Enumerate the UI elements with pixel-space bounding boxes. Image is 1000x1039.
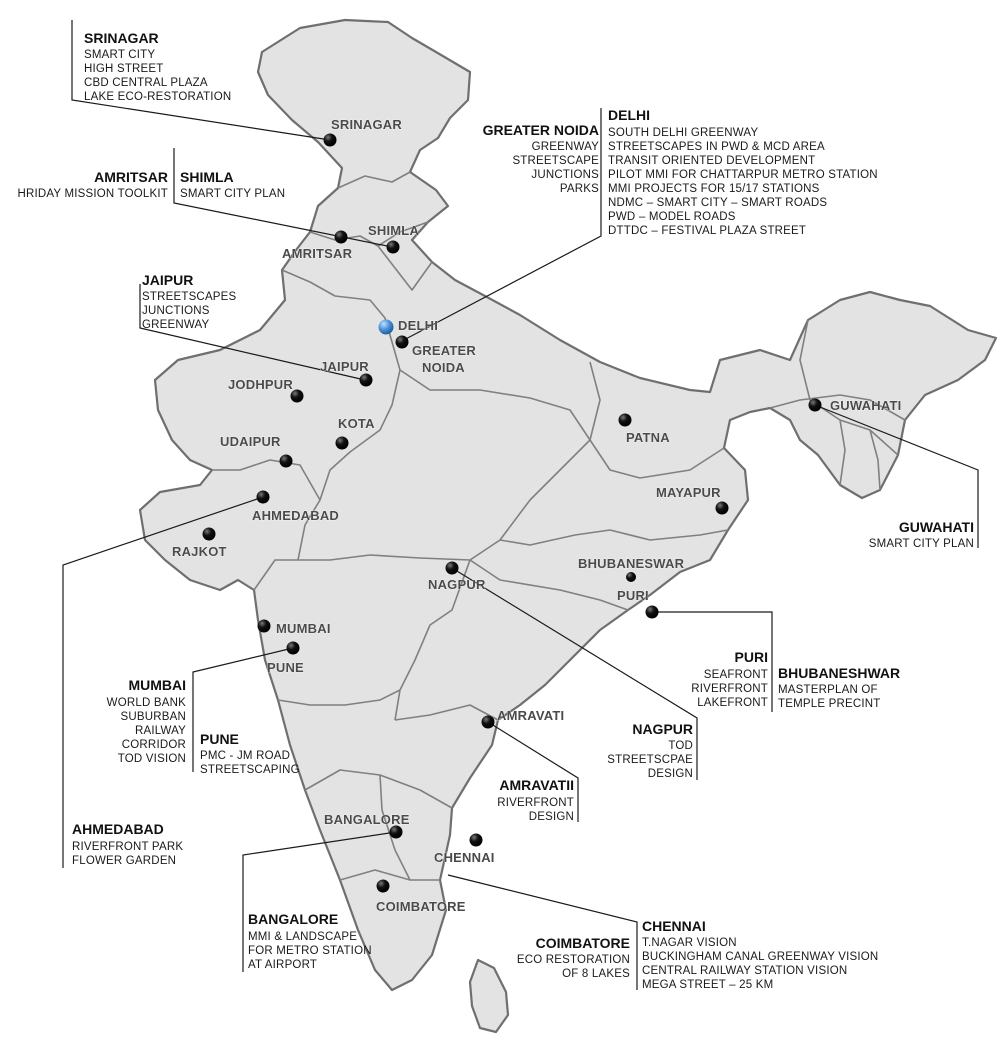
note-line: PARKS: [559, 183, 599, 195]
note-line: PMC - JM ROAD: [200, 750, 291, 762]
map-label-greater-noida-1: GREATER: [412, 343, 476, 358]
note-title-greater-noida: GREATER NOIDA: [482, 122, 599, 138]
note-line: FOR METRO STATION: [248, 945, 372, 957]
note-line: DTTDC – FESTIVAL PLAZA STREET: [608, 225, 807, 237]
note-line: STREETSCPAE: [607, 754, 693, 766]
marker-delhi: [379, 320, 394, 335]
map-label-amritsar: AMRITSAR: [282, 246, 353, 261]
note-line: TOD VISION: [117, 753, 186, 765]
note-line: MMI & LANDSCAPE: [248, 931, 358, 943]
map-label-greater-noida-2: NOIDA: [422, 360, 465, 375]
marker-rajkot: [203, 528, 216, 541]
note-line: ECO RESTORATION: [516, 954, 630, 966]
note-title-bangalore: BANGALORE: [248, 911, 339, 927]
map-label-mumbai: MUMBAI: [276, 621, 331, 636]
note-line: CBD CENTRAL PLAZA: [84, 77, 208, 89]
marker-guwahati: [809, 399, 822, 412]
note-line: FLOWER GARDEN: [72, 855, 177, 867]
note-line: GREENWAY: [531, 141, 599, 153]
map-label-srinagar: SRINAGAR: [331, 117, 402, 132]
note-title-nagpur: NAGPUR: [632, 721, 693, 737]
marker-mumbai: [258, 620, 271, 633]
map-label-bangalore: BANGALORE: [324, 812, 410, 827]
note-line: PILOT MMI FOR CHATTARPUR METRO STATION: [608, 169, 878, 181]
note-line: LAKEFRONT: [697, 697, 768, 709]
note-line: CENTRAL RAILWAY STATION VISION: [642, 965, 848, 977]
note-mumbai: [107, 677, 186, 765]
note-title-shimla: SHIMLA: [180, 169, 234, 185]
marker-amritsar: [335, 231, 348, 244]
map-label-guwahati: GUWAHATI: [830, 398, 902, 413]
note-line: STREETSCAPE: [512, 155, 599, 167]
note-title-chennai: CHENNAI: [642, 918, 706, 934]
note-title-amravati: AMRAVATII: [499, 777, 574, 793]
note-line: MEGA STREET – 25 KM: [642, 979, 774, 991]
marker-shimla: [387, 241, 400, 254]
note-title-jaipur: JAIPUR: [142, 272, 194, 288]
note-title-delhi: DELHI: [608, 107, 650, 123]
note-jaipur: [142, 272, 237, 331]
map-label-rajkot: RAJKOT: [172, 544, 227, 559]
note-line: SMART CITY PLAN: [180, 188, 286, 200]
note-line: NDMC – SMART CITY – SMART ROADS: [608, 197, 828, 209]
marker-udaipur: [280, 455, 293, 468]
note-line: JUNCTIONS: [142, 305, 210, 317]
note-nagpur: [607, 721, 693, 780]
map-label-coimbatore: COIMBATORE: [376, 899, 466, 914]
note-line: TOD: [668, 740, 693, 752]
note-line: DESIGN: [528, 811, 574, 823]
note-bhubaneshwar: [778, 665, 900, 710]
map-label-jaipur: JAIPUR: [320, 359, 369, 374]
marker-jaipur: [360, 374, 373, 387]
note-line: JUNCTIONS: [531, 169, 599, 181]
note-line: TRANSIT ORIENTED DEVELOPMENT: [608, 155, 816, 167]
note-amravati: [497, 777, 574, 823]
note-line: TEMPLE PRECINT: [778, 698, 881, 710]
note-ahmedabad: [72, 821, 183, 867]
map-label-patna: PATNA: [626, 430, 670, 445]
note-line: RIVERFRONT: [497, 797, 574, 809]
note-line: AT AIRPORT: [248, 959, 318, 971]
note-greater-noida: [483, 122, 600, 195]
note-amritsar: [17, 169, 168, 200]
note-shimla: [180, 169, 285, 200]
map-label-kota: KOTA: [338, 416, 375, 431]
marker-amravati: [482, 716, 495, 729]
note-line: RIVERFRONT: [691, 683, 768, 695]
note-line: DESIGN: [647, 768, 693, 780]
map-label-udaipur: UDAIPUR: [220, 434, 281, 449]
map-label-jodhpur: JODHPUR: [228, 377, 293, 392]
note-line: SMART CITY PLAN: [868, 538, 974, 550]
note-line: GREENWAY: [142, 319, 210, 331]
marker-pune: [287, 642, 300, 655]
note-line: RAILWAY: [134, 725, 186, 737]
note-line: SMART CITY: [84, 49, 156, 61]
map-label-pune: PUNE: [267, 660, 304, 675]
note-line: HRIDAY MISSION TOOLKIT: [17, 188, 168, 200]
note-line: WORLD BANK: [106, 697, 186, 709]
note-chennai: [642, 918, 878, 991]
note-line: CORRIDOR: [121, 739, 186, 751]
note-line: LAKE ECO-RESTORATION: [84, 91, 232, 103]
note-delhi: [608, 107, 878, 237]
note-line: SUBURBAN: [120, 711, 186, 723]
note-guwahati: [869, 519, 974, 550]
note-line: STREETSCAPES: [142, 291, 237, 303]
marker-ahmedabad: [257, 491, 270, 504]
note-title-pune: PUNE: [200, 731, 239, 747]
note-line: STREETSCAPES IN PWD & MCD AREA: [608, 141, 825, 153]
marker-patna: [619, 414, 632, 427]
note-puri: [691, 649, 768, 709]
marker-bangalore: [390, 826, 403, 839]
note-line: BUCKINGHAM CANAL GREENWAY VISION: [642, 951, 879, 963]
marker-nagpur: [446, 562, 459, 575]
marker-srinagar: [324, 134, 337, 147]
note-line: STREETSCAPING: [200, 764, 300, 776]
marker-chennai: [470, 834, 483, 847]
note-title-amritsar: AMRITSAR: [94, 169, 168, 185]
note-line: T.NAGAR VISION: [642, 937, 737, 949]
note-line: PWD – MODEL ROADS: [608, 211, 736, 223]
note-title-ahmedabad: AHMEDABAD: [72, 821, 164, 837]
marker-puri: [646, 606, 659, 619]
note-srinagar: [84, 30, 231, 103]
map-label-bhubaneswar: BHUBANESWAR: [578, 556, 685, 571]
sri-lanka-landmass: [470, 960, 508, 1032]
note-title-coimbatore: COIMBATORE: [535, 935, 630, 951]
note-title-puri: PURI: [734, 649, 768, 665]
map-label-mayapur: MAYAPUR: [656, 485, 721, 500]
map-label-nagpur: NAGPUR: [428, 577, 486, 592]
note-line: HIGH STREET: [84, 63, 164, 75]
marker-coimbatore: [377, 880, 390, 893]
note-line: OF 8 LAKES: [562, 968, 630, 980]
map-label-ahmedabad: AHMEDABAD: [252, 508, 340, 523]
map-label-shimla: SHIMLA: [368, 223, 420, 238]
note-line: SEAFRONT: [703, 669, 768, 681]
note-line: MMI PROJECTS FOR 15/17 STATIONS: [608, 183, 820, 195]
note-coimbatore: [517, 935, 630, 980]
map-label-chennai: CHENNAI: [434, 850, 495, 865]
marker-greater-noida: [396, 336, 409, 349]
note-title-bhubaneshwar: BHUBANESHWAR: [778, 665, 901, 681]
note-title-mumbai: MUMBAI: [128, 677, 186, 693]
note-line: MASTERPLAN OF: [778, 684, 878, 696]
note-line: RIVERFRONT PARK: [72, 841, 184, 853]
marker-kota: [336, 437, 349, 450]
note-line: SOUTH DELHI GREENWAY: [608, 127, 759, 139]
note-bangalore: [248, 911, 372, 971]
note-pune: [200, 731, 300, 776]
map-label-puri: PURI: [617, 588, 649, 603]
note-title-guwahati: GUWAHATI: [898, 519, 974, 535]
map-label-delhi: DELHI: [398, 318, 438, 333]
note-title-srinagar: SRINAGAR: [84, 30, 159, 46]
marker-mayapur: [716, 502, 729, 515]
map-label-amravati: AMRAVATI: [497, 708, 565, 723]
marker-bhubaneswar: [626, 572, 636, 582]
